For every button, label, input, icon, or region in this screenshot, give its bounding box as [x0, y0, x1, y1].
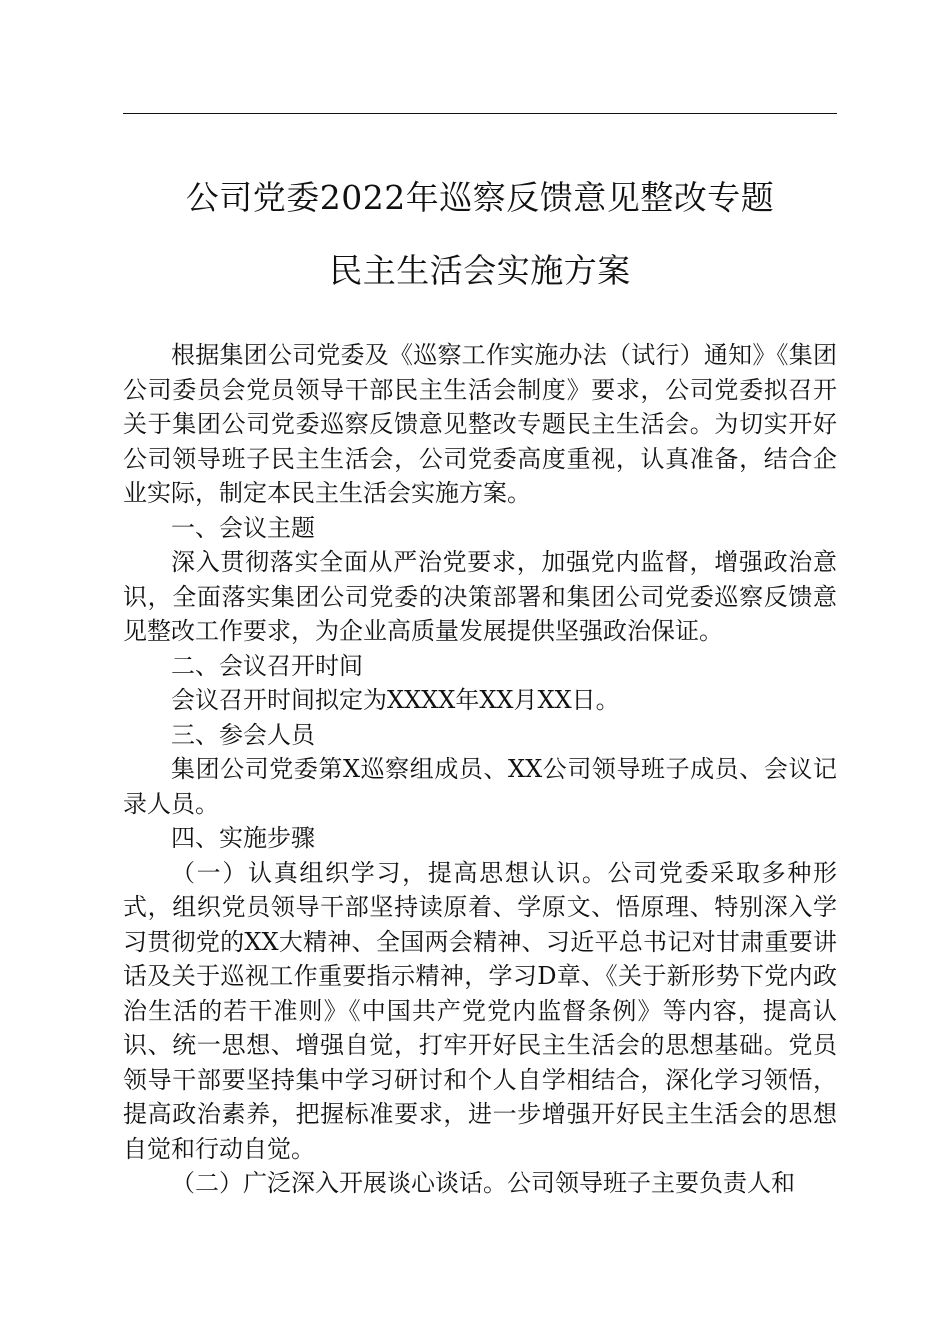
section-heading-attendees: 三、参会人员: [171, 720, 315, 749]
step-1-paragraph: （一）认真组织学习，提高思想认识。公司党委采取多种形式，组织党员领导干部坚持读原着、学原文、悟原理、特别深入学习贯彻党的XX大精神、全国两会精神、习近平总书记对甘肃重要讲话及关于巡视工作重要指示精神，学习D章、《关于新形势下党内政治生活的若干准则》《中国共产党党内监督条例》等内容，提高认识、统一思想、增强自觉，打牢开好民主生活会的思想基础。党员领导干部要坚持集中学习研讨和个人自学相结合，深化学习领悟，提高政治素养，把握标准要求，进一步增强开好民主生活会的思想自觉和行动自觉。: [123, 858, 837, 1163]
document-title-line-2: 民主生活会实施方案: [329, 251, 631, 290]
section-heading-time: 二、会议召开时间: [171, 651, 363, 680]
header-rule: [123, 113, 837, 114]
document-body: [123, 338, 837, 1201]
intro-paragraph: 根据集团公司党委及《巡察工作实施办法（试行）通知》《集团公司委员会党员领导干部民主生活会制度》要求，公司党委拟召开关于集团公司党委巡察反馈意见整改专题民主生活会。为切实开好公司领导班子民主生活会，公司党委高度重视，认真准备，结合企业实际，制定本民主生活会实施方案。: [123, 341, 837, 507]
section-heading-steps: 四、实施步骤: [171, 824, 315, 852]
theme-paragraph: 深入贯彻落实全面从严治党要求，加强党内监督，增强政治意识，全面落实集团公司党委的决策部署和集团公司党委巡察反馈意见整改工作要求，为企业高质量发展提供坚强政治保证。: [123, 548, 837, 645]
section-heading-theme: 一、会议主题: [171, 513, 315, 542]
step-2-paragraph: （二）广泛深入开展谈心谈话。公司领导班子主要负责人和: [171, 1169, 795, 1197]
document-title-line-1: 公司党委2022年巡察反馈意见整改专题: [185, 178, 775, 217]
time-paragraph: 会议召开时间拟定为XXXX年XX月XX日。: [171, 686, 620, 714]
attendees-paragraph: 集团公司党委第X巡察组成员、XX公司领导班子成员、会议记录人员。: [123, 755, 837, 818]
